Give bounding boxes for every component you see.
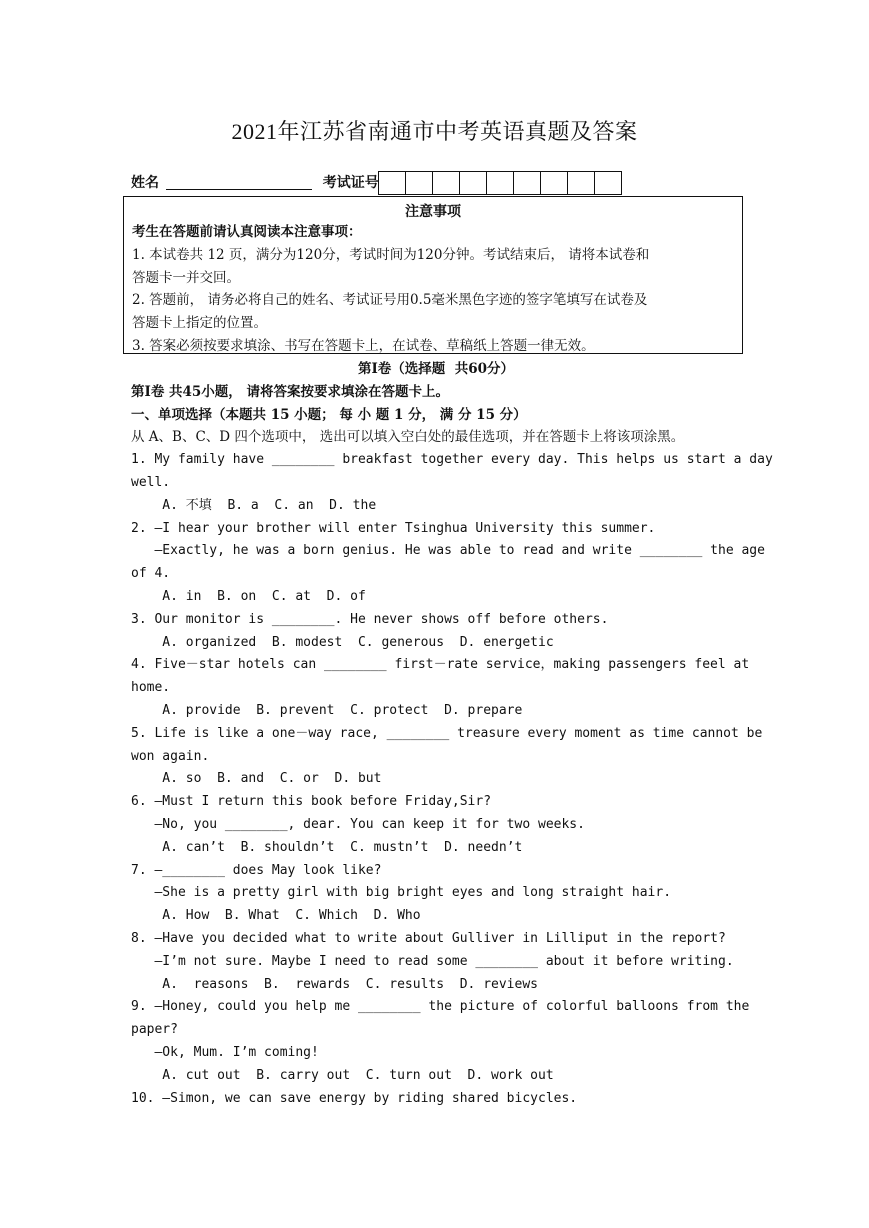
question-line: A. can’t B. shouldn’t C. mustn’t D. needn’t	[131, 839, 523, 855]
exam-number-box[interactable]	[541, 172, 568, 194]
question-line: A. provide B. prevent C. protect D. prepare	[131, 702, 523, 718]
question-line: 5. Life is like a one－way race, ________ treasure every moment as time cannot be	[131, 725, 763, 741]
volume-note: 第Ⅰ卷 共45小题， 请将答案按要求填涂在答题卡上。	[131, 383, 450, 400]
exam-number-box[interactable]	[595, 172, 621, 194]
notice-box	[123, 196, 743, 354]
notice-item: 答题卡一并交回。	[132, 269, 240, 286]
question-list	[131, 449, 773, 1110]
exam-number-box[interactable]	[487, 172, 514, 194]
part-title: 一、单项选择（本题共 15 小题； 每 小 题 1 分， 满 分 15 分）	[131, 406, 527, 423]
exam-number-boxes[interactable]	[378, 171, 622, 195]
question-line: 1. My family have ________ breakfast together every day. This helps us start a day	[131, 452, 773, 468]
question-line: 4. Five－star hotels can ________ first－rate service，making passengers feel at	[131, 657, 750, 673]
exam-number-box[interactable]	[433, 172, 460, 194]
question-line: 3. Our monitor is ________. He never shows off before others.	[131, 611, 609, 627]
exam-number-box[interactable]	[568, 172, 595, 194]
question-line: A. in B. on C. at D. of	[131, 588, 366, 604]
question-line: 10. —Simon, we can save energy by riding shared bicycles.	[131, 1090, 578, 1106]
notice-item: 3. 答案必须按要求填涂、书写在答题卡上，在试卷、草稿纸上答题一律无效。	[132, 337, 595, 354]
question-line: A. 不填 B. a C. an D. the	[131, 497, 377, 513]
exam-number-label: 考试证号	[322, 175, 379, 191]
id-line	[131, 172, 379, 194]
notice-item: 1. 本试卷共 12 页，满分为120分，考试时间为120分钟。考试结束后， 请将本试卷和	[132, 246, 650, 263]
question-line: A. organized B. modest C. generous D. energetic	[131, 634, 554, 650]
document-title: 2021年江苏省南通市中考英语真题及答案	[231, 119, 638, 144]
exam-number-box[interactable]	[379, 172, 406, 194]
question-line: —I’m not sure. Maybe I need to read some ________ about it before writing.	[131, 953, 734, 969]
notice-lead: 考生在答题前请认真阅读本注意事项：	[132, 224, 362, 240]
exam-number-box[interactable]	[514, 172, 541, 194]
question-section	[131, 358, 773, 1110]
exam-number-box[interactable]	[460, 172, 487, 194]
question-line: A. How B. What C. Which D. Who	[131, 908, 421, 924]
question-line: 2. —I hear your brother will enter Tsinghua University this summer.	[131, 520, 656, 536]
notice-item: 2. 答题前， 请务必将自己的姓名、考试证号用0.5毫米黑色字迹的签字笔填写在试卷及	[132, 292, 648, 309]
exam-number-box[interactable]	[406, 172, 433, 194]
name-field[interactable]	[166, 175, 312, 190]
volume-title: 第Ⅰ卷（选择题 共60分）	[357, 361, 514, 377]
notice-item: 答题卡上指定的位置。	[132, 315, 267, 332]
instruction: 从 A、B、C、D 四个选项中， 选出可以填入空白处的最佳选项，并在答题卡上将该项涂黑。	[131, 429, 685, 446]
question-line: A. so B. and C. or D. but	[131, 771, 382, 787]
question-line: —She is a pretty girl with big bright eyes and long straight hair.	[131, 885, 672, 901]
question-line: home.	[131, 680, 171, 696]
question-line: 8. —Have you decided what to write about Gulliver in Lilliput in the report?	[131, 930, 726, 946]
question-line: 6. —Must I return this book before Friday,Sir?	[131, 794, 492, 810]
question-line: of 4.	[131, 566, 171, 582]
question-line: —No, you ________, dear. You can keep it for two weeks.	[131, 816, 585, 832]
question-line: won again.	[131, 748, 210, 764]
question-line: well.	[131, 474, 171, 490]
question-line: A. cut out B. carry out C. turn out D. work out	[131, 1067, 554, 1083]
notice-title: 注意事项	[405, 204, 461, 220]
question-line: —Exactly, he was a born genius. He was able to read and write ________ the age	[131, 543, 765, 559]
question-line: 9. —Honey, could you help me ________ the picture of colorful balloons from the	[131, 999, 750, 1015]
question-line: paper?	[131, 1022, 178, 1038]
question-line: A. reasons B. rewards C. results D. reviews	[131, 976, 538, 992]
question-line: 7. —________ does May look like?	[131, 862, 382, 878]
question-line: —Ok, Mum. I’m coming!	[131, 1044, 319, 1060]
name-label: 姓名	[131, 175, 159, 191]
